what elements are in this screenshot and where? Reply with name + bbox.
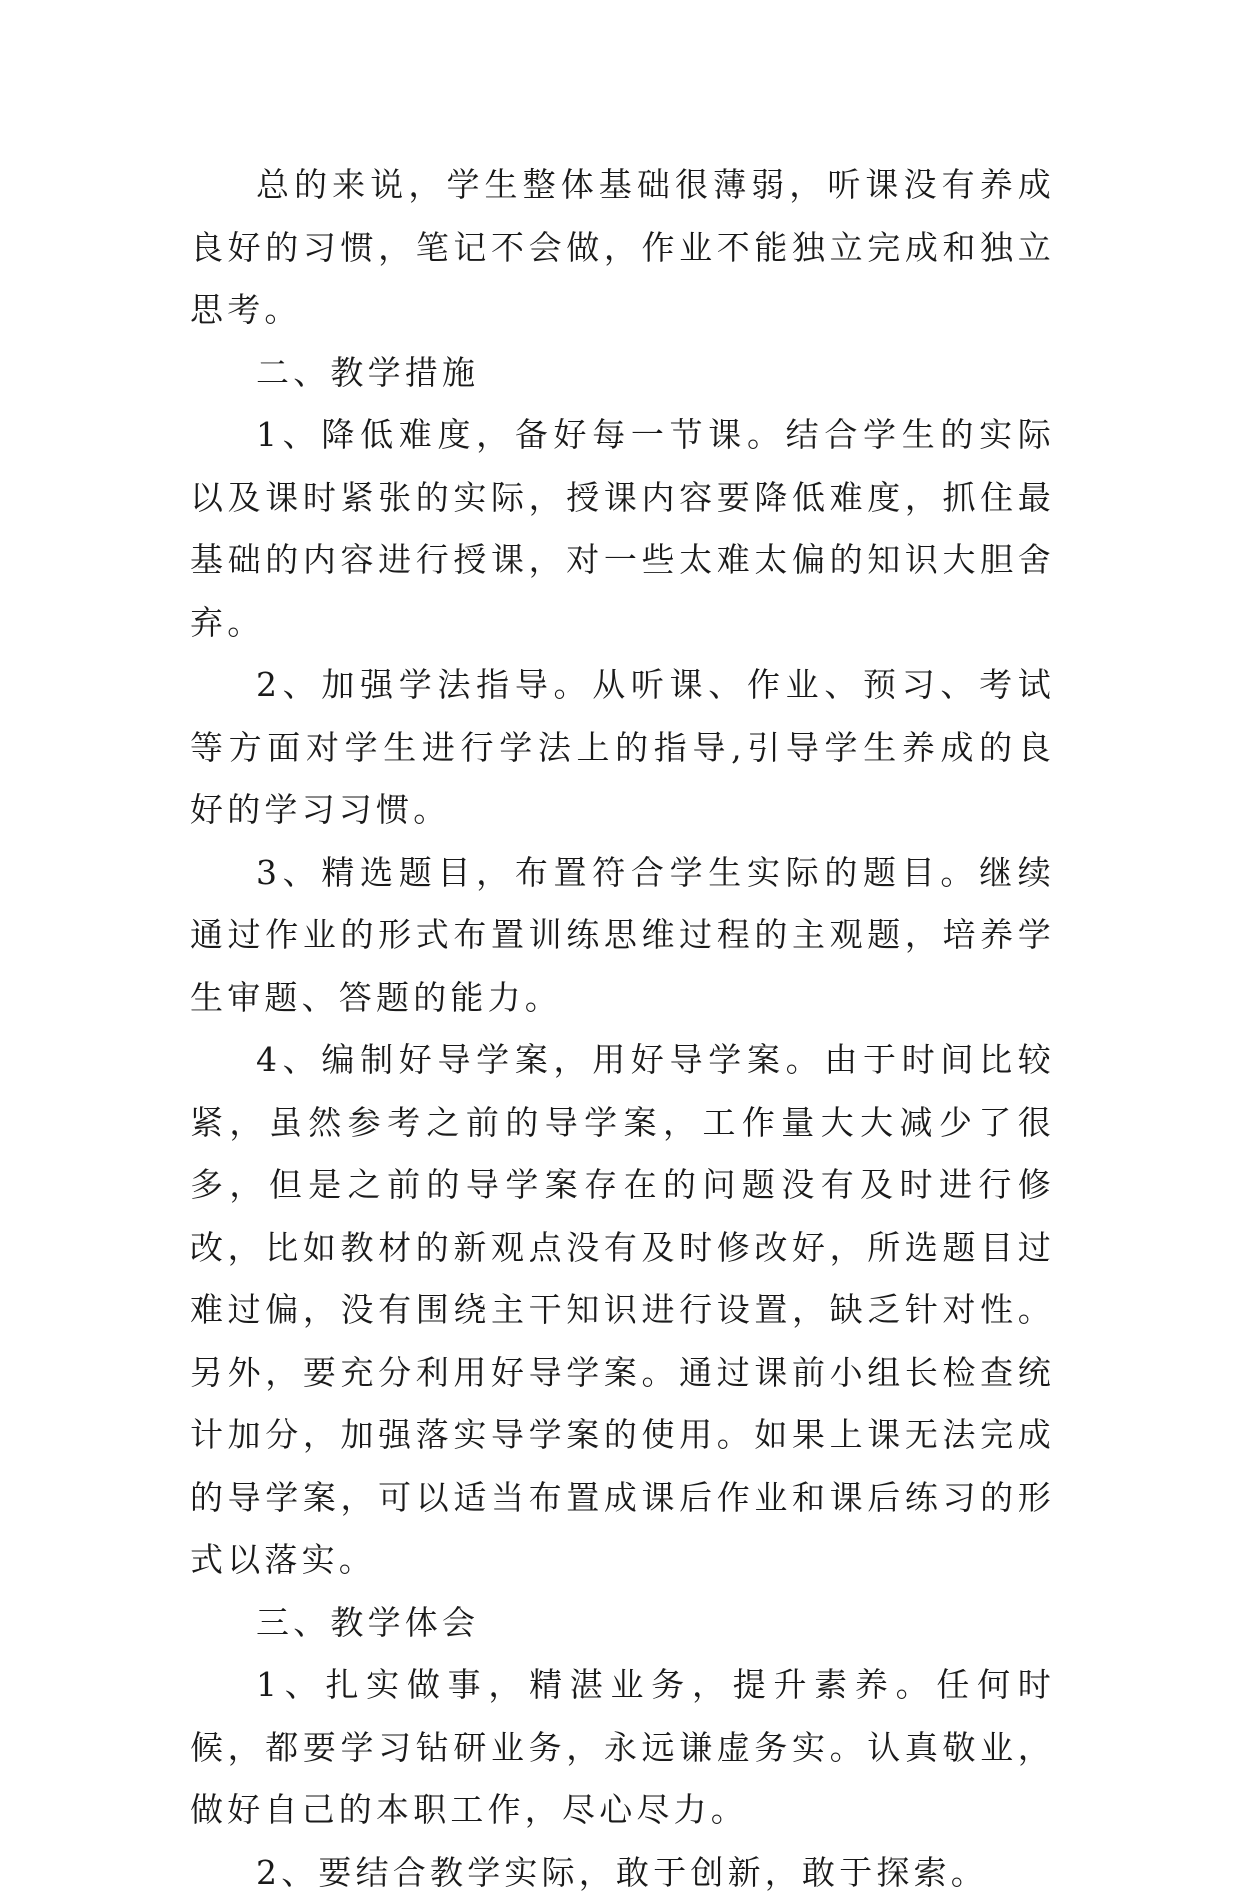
section-heading-teaching-reflections: 三、教学体会 [190, 1592, 1055, 1655]
paragraph-measure-1: 1、降低难度，备好每一节课。结合学生的实际以及课时紧张的实际，授课内容要降低难度，抓住最基础的内容进行授课，对一些太难太偏的知识大胆舍弃。 [190, 404, 1055, 654]
paragraph-measure-4: 4、编制好导学案，用好导学案。由于时间比较紧，虽然参考之前的导学案，工作量大大减少了很多，但是之前的导学案存在的问题没有及时进行修改，比如教材的新观点没有及时修改好，所选题目过难过偏，没有围绕主干知识进行设置，缺乏针对性。另外，要充分利用好导学案。通过课前小组长检查统计加分，加强落实导学案的使用。如果上课无法完成的导学案，可以适当布置成课后作业和课后练习的形式以落实。 [190, 1029, 1055, 1592]
section-heading-teaching-measures: 二、教学措施 [190, 342, 1055, 405]
paragraph-reflection-2: 2、要结合教学实际，敢于创新，敢于探索。 [190, 1842, 1055, 1904]
document-body [190, 154, 1055, 1904]
paragraph-reflection-1: 1、扎实做事，精湛业务，提升素养。任何时候，都要学习钻研业务，永远谦虚务实。认真敬业，做好自己的本职工作，尽心尽力。 [190, 1654, 1055, 1842]
paragraph-summary: 总的来说，学生整体基础很薄弱，听课没有养成良好的习惯，笔记不会做，作业不能独立完成和独立思考。 [190, 154, 1055, 342]
paragraph-measure-2: 2、加强学法指导。从听课、作业、预习、考试等方面对学生进行学法上的指导,引导学生养成的良好的学习习惯。 [190, 654, 1055, 842]
paragraph-measure-3: 3、精选题目，布置符合学生实际的题目。继续通过作业的形式布置训练思维过程的主观题，培养学生审题、答题的能力。 [190, 842, 1055, 1030]
